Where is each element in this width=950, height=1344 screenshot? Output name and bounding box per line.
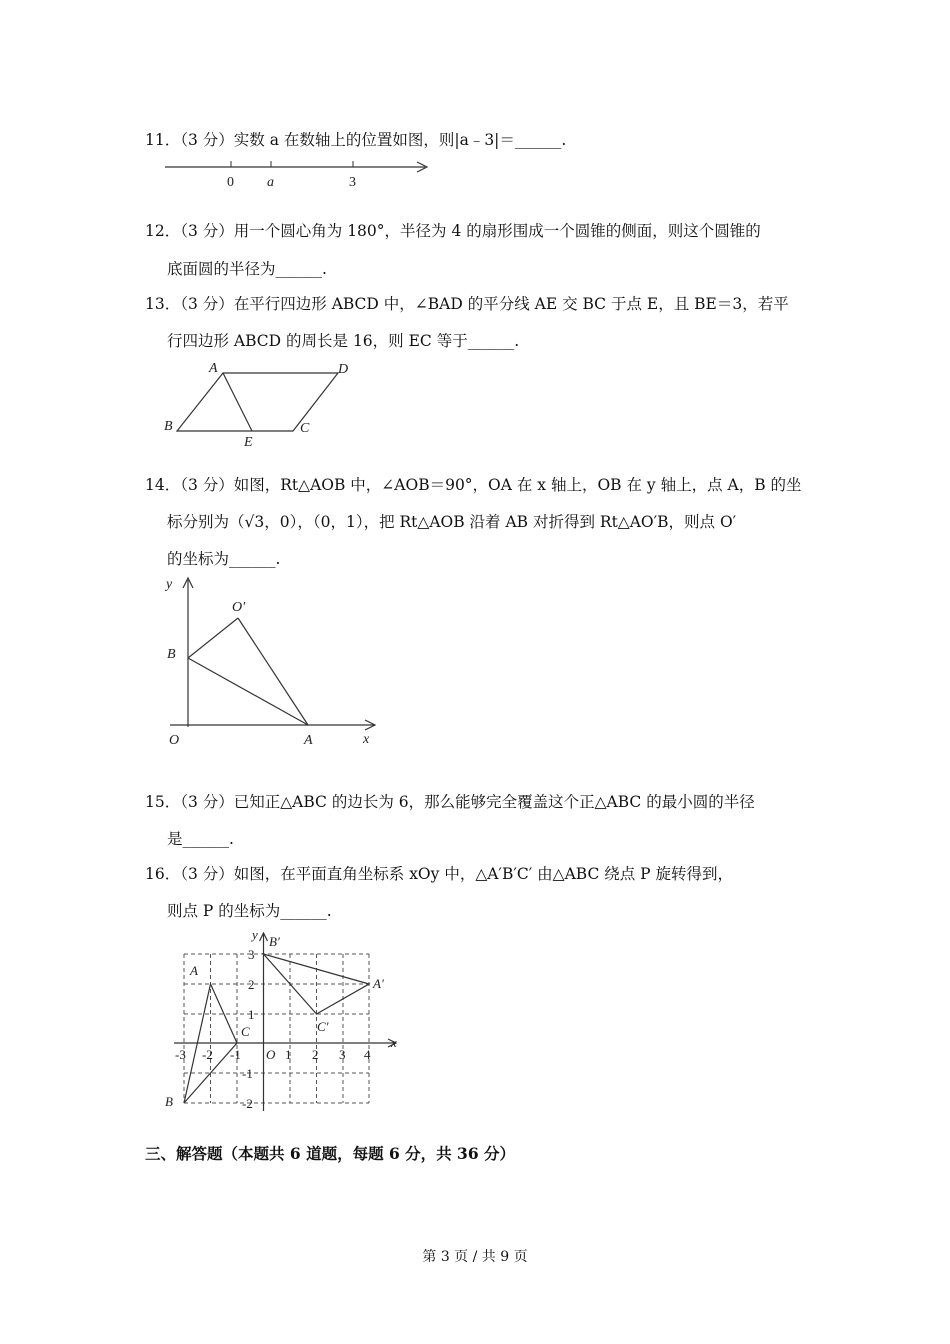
q16-label-x: x: [391, 1035, 397, 1050]
q11-number-line: [160, 155, 440, 195]
q16-ytick: -2: [242, 1096, 253, 1111]
q13-parallelogram-figure: [160, 357, 360, 452]
q11-text: 11．（3 分）实数 a 在数轴上的位置如图，则|a﹣3|＝______.: [145, 131, 567, 149]
q12-line1: 12．（3 分）用一个圆心角为 180°，半径为 4 的扇形围成一个圆锥的侧面，则这个圆锥的: [145, 222, 761, 240]
q15-line1: 15．（3 分）已知正△ABC 的边长为 6，那么能够完全覆盖这个正△ABC 的最小圆的半径: [145, 793, 755, 811]
q11-label-0: 0: [227, 175, 234, 190]
q13-label-B: B: [164, 419, 173, 434]
q16-label-y: y: [252, 927, 258, 942]
q13-label-A: A: [209, 361, 218, 376]
q13-label-E: E: [244, 435, 253, 450]
section-heading: 三、解答题（本题共 6 道题，每题 6 分，共 36 分）: [145, 1144, 516, 1163]
q16-xtick: 4: [364, 1047, 371, 1062]
q16-ytick: 2: [248, 977, 255, 992]
q13-label-C: C: [300, 421, 310, 436]
q16-xtick: 2: [312, 1047, 319, 1062]
q16-ytick: -1: [242, 1066, 253, 1081]
q16-label-A: A: [190, 963, 198, 978]
q16-xtick: -1: [230, 1047, 241, 1062]
q14-label-x: x: [363, 732, 370, 747]
q16-xtick: O: [266, 1047, 276, 1062]
q16-label-B: B: [165, 1094, 173, 1109]
q15-line2: 是______.: [167, 830, 234, 848]
q11-label-3: 3: [349, 175, 356, 190]
q12-line2: 底面圆的半径为______.: [167, 260, 327, 278]
q16-label-C: C: [241, 1024, 250, 1039]
q16-xtick: -2: [202, 1047, 213, 1062]
page-footer: 第 3 页 / 共 9 页: [422, 1249, 528, 1265]
q16-xtick: 1: [285, 1047, 292, 1062]
q16-ytick: 1: [248, 1007, 255, 1022]
q11-label-a: a: [267, 175, 274, 190]
q14-line1: 14．（3 分）如图，Rt△AOB 中，∠AOB＝90°，OA 在 x 轴上，OB 在 y 轴上，点 A，B 的坐: [145, 476, 802, 494]
q16-ytick: 3: [248, 947, 255, 962]
q14-label-O: O: [169, 733, 180, 748]
q16-xtick: 3: [339, 1047, 346, 1062]
q14-label-y: y: [166, 577, 173, 592]
q14-line2: 标分别为（√3，0），（0，1），把 Rt△AOB 沿着 AB 对折得到 Rt△AO′B，则点 O′: [167, 513, 737, 531]
q16-label-A-prime: A′: [373, 976, 384, 991]
q16-xtick: -3: [175, 1047, 186, 1062]
q14-label-B: B: [167, 647, 176, 662]
q16-grid-figure: [160, 925, 410, 1115]
q14-fold-figure: [160, 572, 385, 757]
q14-label-O-prime: O′: [232, 600, 246, 615]
q14-label-A: A: [304, 733, 313, 748]
q16-line2: 则点 P 的坐标为______.: [167, 902, 332, 920]
q13-line2: 行四边形 ABCD 的周长是 16，则 EC 等于______.: [167, 332, 520, 350]
q14-line3: 的坐标为______.: [167, 550, 281, 568]
q13-label-D: D: [338, 362, 349, 377]
q13-line1: 13．（3 分）在平行四边形 ABCD 中，∠BAD 的平分线 AE 交 BC 于点 E，且 BE＝3，若平: [145, 295, 789, 313]
q16-label-C-prime: C′: [317, 1019, 329, 1034]
q16-line1: 16．（3 分）如图，在平面直角坐标系 xOy 中，△A′B′C′ 由△ABC 绕点 P 旋转得到，: [145, 865, 734, 883]
q16-label-B-prime: B′: [269, 934, 280, 949]
